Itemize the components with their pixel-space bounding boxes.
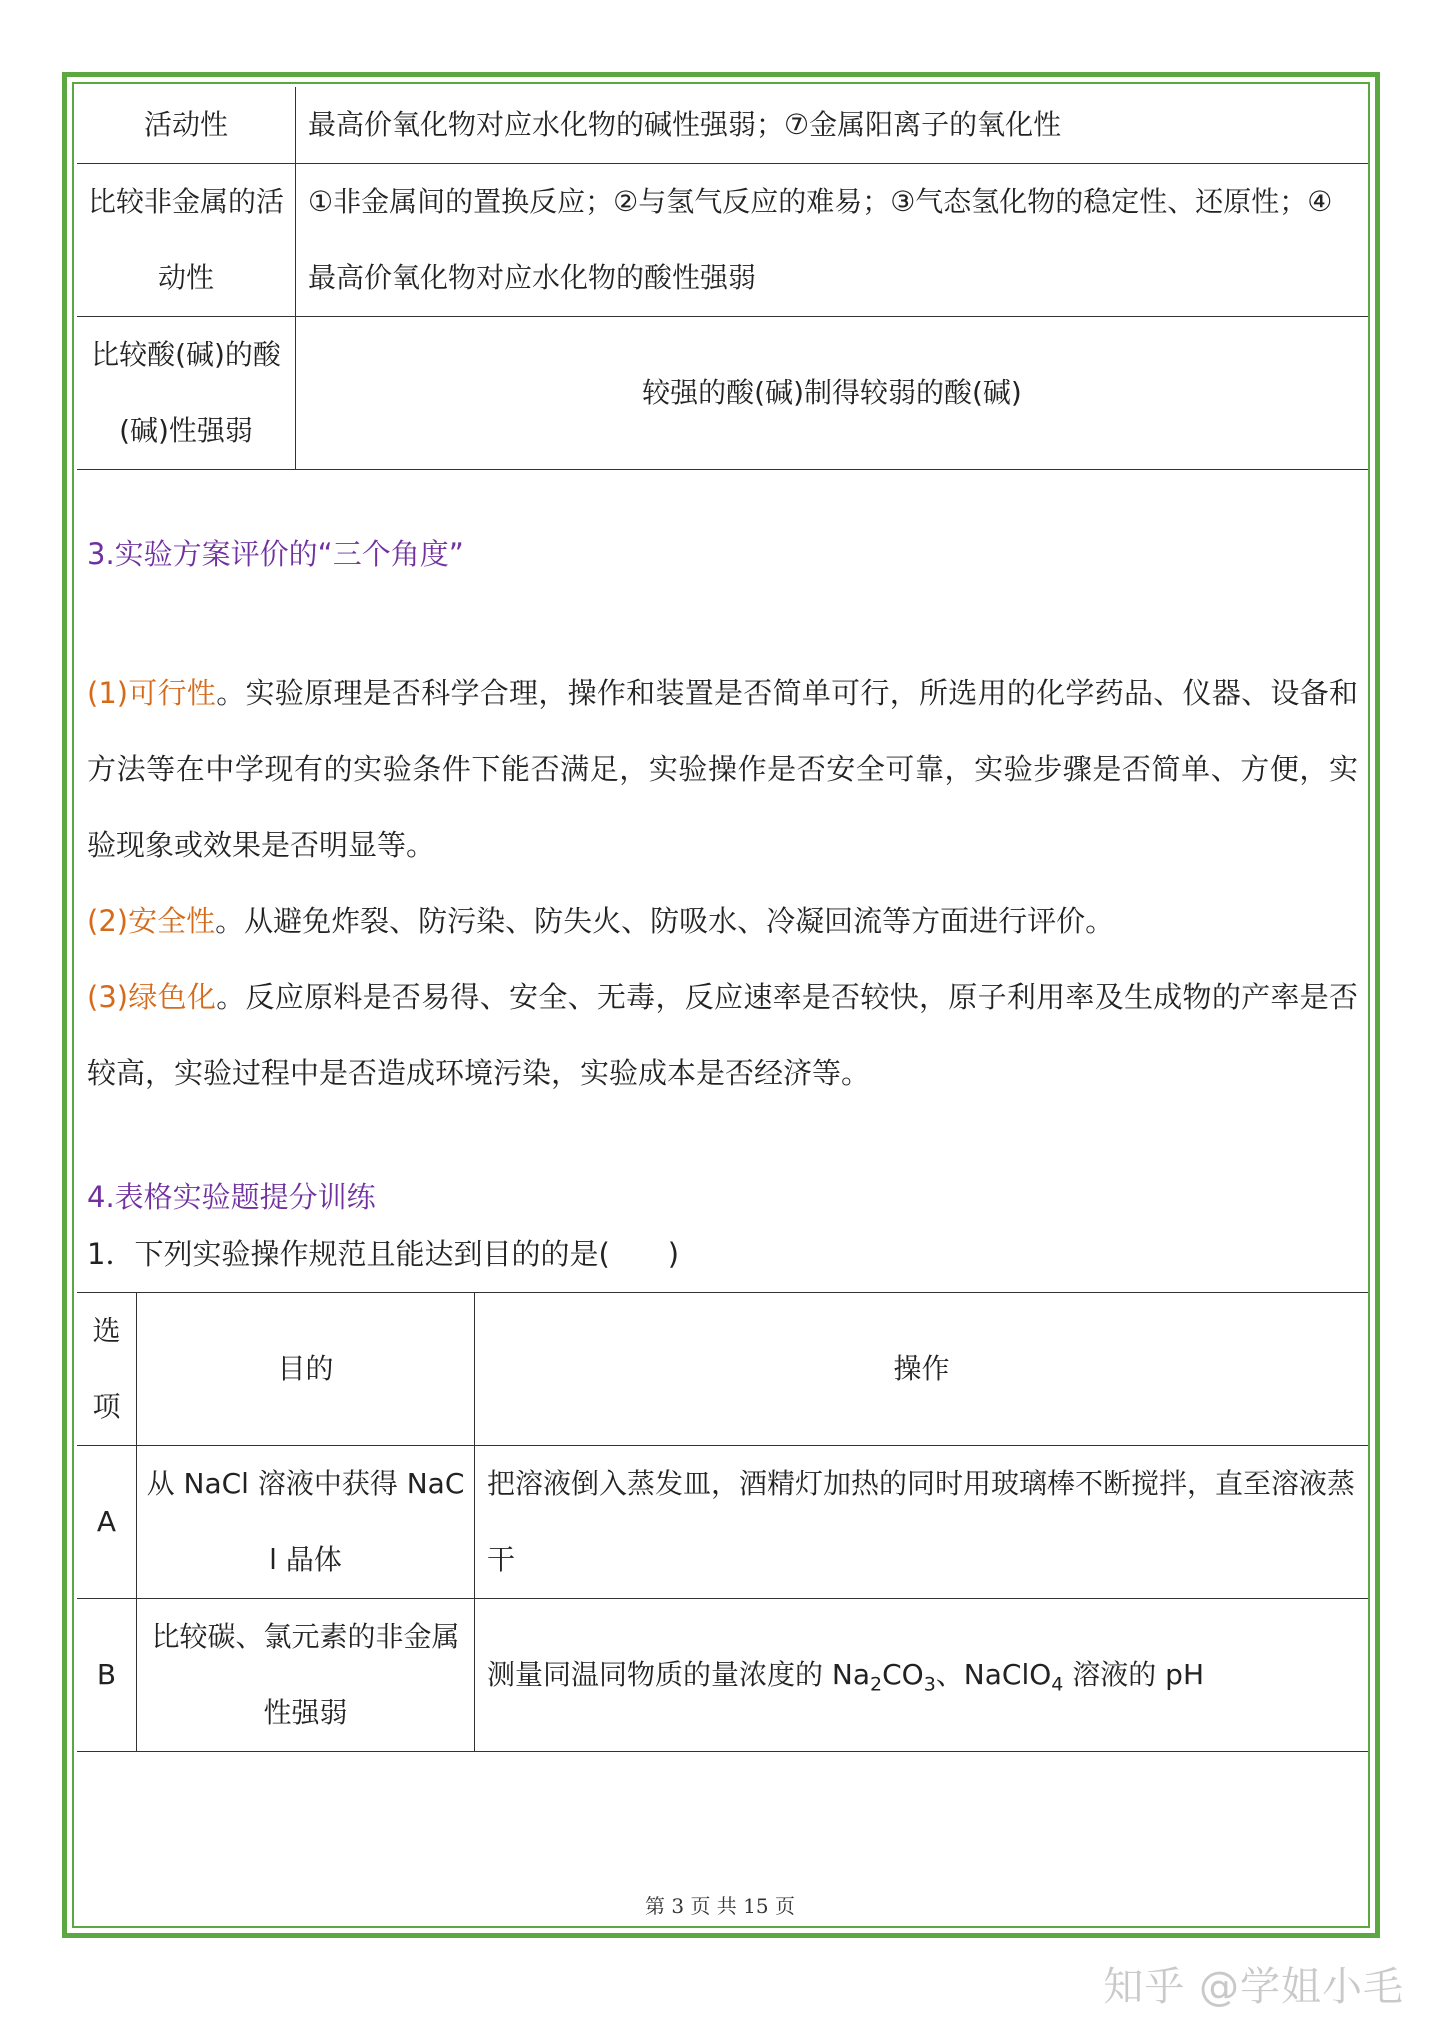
text-safety: 。从避免炸裂、防污染、防失火、防吸水、冷凝回流等方面进行评价。 <box>215 904 1115 938</box>
option-cell: A <box>77 1446 137 1599</box>
purpose-cell: 比较碳、氯元素的非金属性强弱 <box>137 1599 475 1752</box>
label-green: (3)绿色化 <box>87 980 217 1014</box>
section-4-heading: 4.表格实验题提分训练 <box>87 1180 376 1214</box>
table-header-row <box>77 1293 1368 1446</box>
formula-text: CO <box>882 1658 924 1691</box>
section-3-heading: 3.实验方案评价的“三个角度” <box>87 537 464 571</box>
table-cell-right: 最高价氧化物对应水化物的碱性强弱；⑦金属阳离子的氧化性 <box>296 87 1369 164</box>
subscript: 3 <box>923 1673 936 1696</box>
formula-text: 溶液的 pH <box>1063 1658 1205 1691</box>
table-cell-left: 活动性 <box>77 87 296 164</box>
question-table <box>77 1292 1368 1752</box>
table-cell-left: 比较酸(碱)的酸(碱)性强弱 <box>77 317 296 470</box>
table-row <box>77 1446 1368 1599</box>
table-row <box>77 164 1368 317</box>
header-purpose: 目的 <box>137 1293 475 1446</box>
table-cell-right: ①非金属间的置换反应；②与氢气反应的难易；③气态氢化物的稳定性、还原性；④最高价氧化物对应水化物的酸性强弱 <box>296 164 1369 317</box>
table-cell-left: 比较非金属的活动性 <box>77 164 296 317</box>
purpose-cell: 从 NaCl 溶液中获得 NaCl 晶体 <box>137 1446 475 1599</box>
page-content <box>77 87 1368 1752</box>
header-option: 选项 <box>77 1293 137 1446</box>
paragraph-green <box>77 959 1368 1111</box>
table-row <box>77 317 1368 470</box>
operation-cell: 把溶液倒入蒸发皿，酒精灯加热的同时用玻璃棒不断搅拌，直至溶液蒸干 <box>475 1446 1369 1599</box>
formula-text: 、NaClO <box>935 1658 1052 1691</box>
comparison-table <box>77 87 1368 470</box>
text-feasibility: 。实验原理是否科学合理，操作和装置是否简单可行，所选用的化学药品、仪器、设备和方法等在中学现有的实验条件下能否满足，实验操作是否安全可靠，实验步骤是否简单、方便，实验现象或效果是否明显等。 <box>87 676 1358 862</box>
option-cell: B <box>77 1599 137 1752</box>
table-row <box>77 87 1368 164</box>
text-green: 。反应原料是否易得、安全、无毒，反应速率是否较快，原子利用率及生成物的产率是否较高，实验过程中是否造成环境污染，实验成本是否经济等。 <box>87 980 1358 1090</box>
watermark: 知乎 @学姐小毛 <box>1103 1964 1404 2010</box>
question-text: 1．下列实验操作规范且能达到目的的是( ) <box>87 1237 680 1271</box>
subscript: 2 <box>870 1673 883 1696</box>
page-footer: 第 3 页 共 15 页 <box>645 1894 795 1918</box>
formula-text: 测量同温同物质的量浓度的 Na <box>487 1658 871 1691</box>
label-feasibility: (1)可行性 <box>87 676 217 710</box>
subscript: 4 <box>1051 1673 1064 1696</box>
table-cell-right: 较强的酸(碱)制得较弱的酸(碱) <box>296 317 1369 470</box>
operation-cell <box>475 1599 1369 1752</box>
label-safety: (2)安全性 <box>87 904 216 938</box>
paragraph-safety <box>77 883 1368 959</box>
paragraph-feasibility <box>77 655 1368 883</box>
table-row <box>77 1599 1368 1752</box>
header-operation: 操作 <box>475 1293 1369 1446</box>
